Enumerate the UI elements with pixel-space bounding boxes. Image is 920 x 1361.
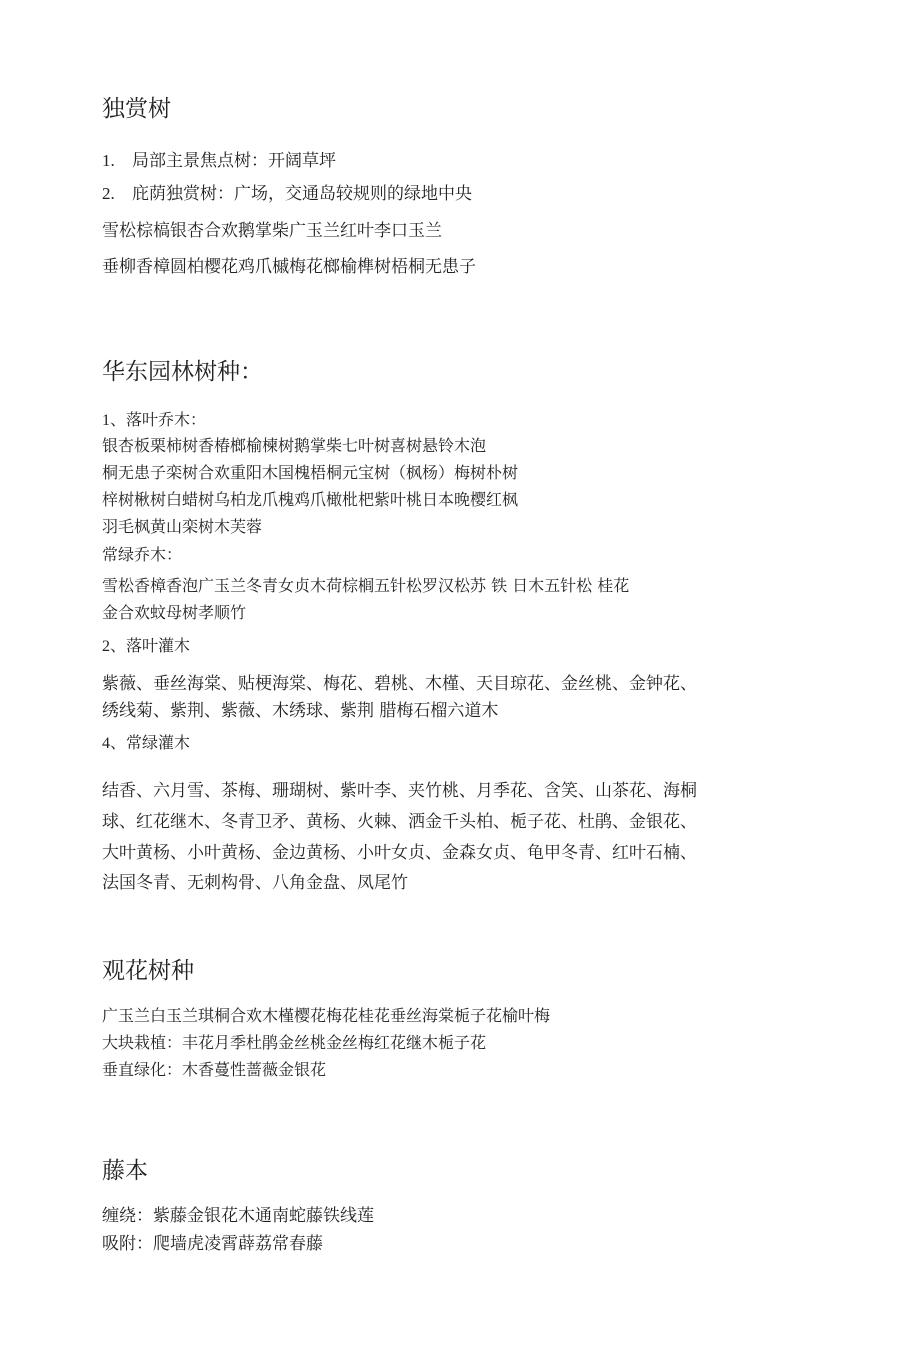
section-title-vines: 藤本: [102, 1158, 148, 1184]
species-line: 金合欢蚊母树孝顺竹: [102, 603, 247, 622]
species-line: 法国冬青、无刺构骨、八角金盘、凤尾竹: [102, 873, 408, 893]
species-line: 紫薇、垂丝海棠、贴梗海棠、梅花、碧桃、木槿、天目琼花、金丝桃、金钟花、: [102, 674, 697, 694]
species-line: 银杏板栗柿树香椿榔榆楝树鹅掌柴七叶树喜树悬铃木泡: [102, 436, 487, 455]
species-line: 桐无患子栾树合欢重阳木国槐梧桐元宝树（枫杨）梅树朴树: [102, 463, 519, 482]
section-title-east-china-species: 华东园林树种：: [102, 359, 263, 385]
species-line: 吸附：爬墙虎凌霄薜荔常春藤: [102, 1234, 323, 1254]
species-line: 缠绕：紫藤金银花木通南蛇藤铁线莲: [102, 1206, 374, 1226]
species-line: 垂柳香樟圆柏樱花鸡爪槭梅花榔榆榫树梧桐无患子: [102, 257, 476, 277]
species-line: 广玉兰白玉兰琪桐合欢木槿樱花梅花桂花垂丝海棠栀子花榆叶梅: [102, 1006, 551, 1025]
species-line: 大块栽植：丰花月季杜鹃金丝桃金丝梅红花继木栀子花: [102, 1033, 487, 1052]
species-line: 结香、六月雪、茶梅、珊瑚树、紫叶李、夹竹桃、月季花、含笑、山茶花、海桐: [102, 781, 697, 801]
list-number: 2.: [102, 184, 115, 203]
species-line: 梓树楸树白蜡树乌柏龙爪槐鸡爪橄枇杷紫叶桃日本晚樱红枫: [102, 490, 519, 509]
list-number: 1.: [102, 151, 115, 170]
subheading-evergreen-trees: 常绿乔木：: [102, 545, 183, 564]
subheading-deciduous-shrubs: 2、落叶灌木: [102, 636, 191, 655]
list-item: [102, 182, 472, 206]
section-title-specimen-trees: 独赏树: [102, 96, 171, 122]
subheading-deciduous-trees: 1、落叶乔木：: [102, 410, 207, 429]
list-item: [102, 149, 336, 173]
species-line: 球、红花继木、冬青卫矛、黄杨、火棘、洒金千头柏、栀子花、杜鹃、金银花、: [102, 812, 697, 832]
species-line: 雪松棕槁银杏合欢鹅掌柴广玉兰红叶李口玉兰: [102, 221, 442, 241]
list-text: 局部主景焦点树：开阔草坪: [132, 151, 336, 171]
species-line: 大叶黄杨、小叶黄杨、金边黄杨、小叶女贞、金森女贞、龟甲冬青、红叶石楠、: [102, 843, 697, 863]
list-text: 庇荫独赏树：广场，交通岛较规则的绿地中央: [132, 184, 472, 204]
species-line: 绣线菊、紫荆、紫薇、木绣球、紫荆 腊梅石榴六道木: [102, 701, 499, 721]
species-line: 羽毛枫黄山栾树木芙蓉: [102, 517, 263, 536]
subheading-evergreen-shrubs: 4、常绿灌木: [102, 733, 191, 752]
species-line: 垂直绿化：木香蔓性蔷薇金银花: [102, 1060, 327, 1079]
section-title-flowering-trees: 观花树种: [102, 958, 194, 984]
species-line: 雪松香樟香泡广玉兰冬青女贞木荷棕榈五针松罗汉松苏 铁 日木五针松 桂花: [102, 576, 630, 595]
